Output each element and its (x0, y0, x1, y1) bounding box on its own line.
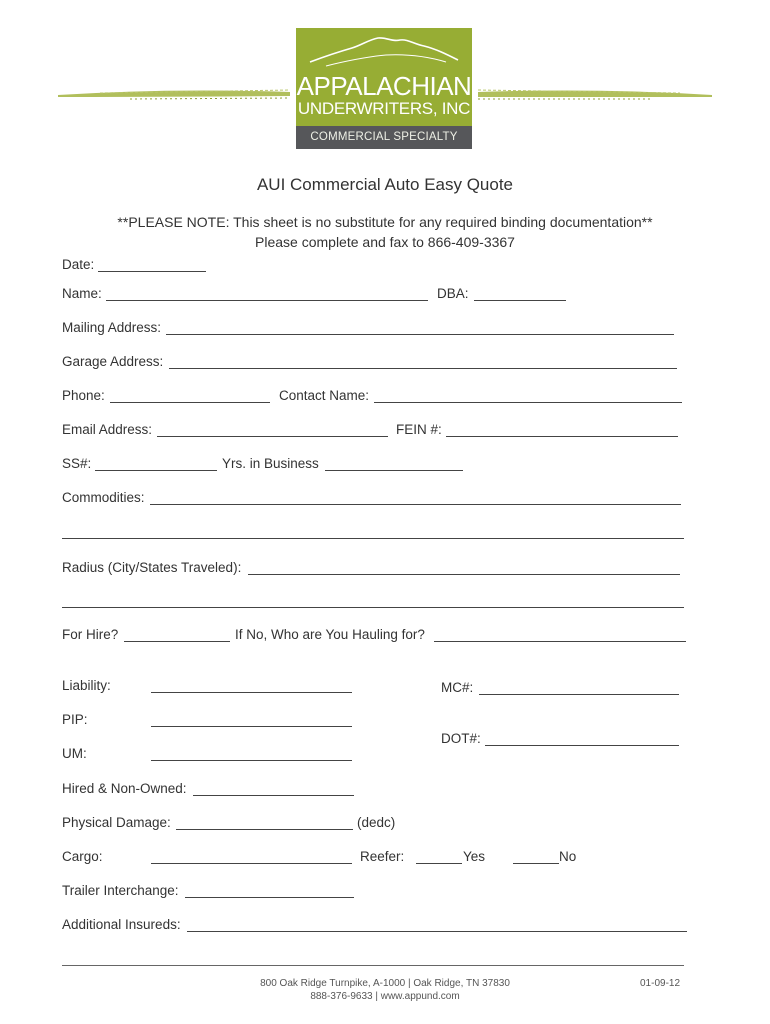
years-in-business-field[interactable] (325, 470, 463, 471)
for-hire-field[interactable] (124, 641, 230, 642)
trailer-interchange-field[interactable] (185, 897, 354, 898)
garage-address-label: Garage Address: (62, 354, 164, 369)
contact-name-label: Contact Name: (279, 388, 370, 403)
hauling-for-label: If No, Who are You Hauling for? (235, 627, 425, 642)
hired-non-owned-field[interactable] (193, 795, 354, 796)
pip-field[interactable] (151, 726, 352, 727)
logo-name-line2: UNDERWRITERS, INC (297, 99, 471, 118)
form-title: AUI Commercial Auto Easy Quote (256, 175, 514, 194)
commodities-label: Commodities: (62, 490, 145, 505)
physical-damage-field[interactable] (176, 829, 353, 830)
mailing-address-label: Mailing Address: (62, 320, 162, 335)
commodities-field-line-2[interactable] (62, 538, 684, 539)
name-label: Name: (62, 286, 102, 301)
dot-field[interactable] (485, 745, 679, 746)
hired-non-owned-label: Hired & Non-Owned: (62, 781, 187, 796)
dba-field[interactable] (474, 300, 566, 301)
mc-field[interactable] (479, 694, 679, 695)
fein-label: FEIN #: (396, 422, 442, 437)
commodities-field[interactable] (150, 504, 681, 505)
mountain-icon (296, 28, 472, 73)
hauling-for-field[interactable] (434, 641, 686, 642)
radius-label: Radius (City/States Traveled): (62, 560, 242, 575)
additional-insureds-label: Additional Insureds: (62, 917, 181, 932)
reefer-no-field[interactable] (513, 863, 559, 864)
years-in-business-label: Yrs. in Business (222, 456, 319, 471)
footer-contact: 888-376-9633 | www.appund.com (310, 991, 460, 1002)
reefer-label: Reefer: (360, 849, 405, 864)
radius-field-line-2[interactable] (62, 607, 684, 608)
dba-label: DBA: (437, 286, 469, 301)
um-field[interactable] (151, 760, 352, 761)
date-label: Date: (62, 257, 95, 272)
reefer-yes-field[interactable] (416, 863, 462, 864)
ss-field[interactable] (95, 470, 217, 471)
physical-damage-label: Physical Damage: (62, 815, 171, 830)
mc-label: MC#: (441, 680, 474, 695)
footer-divider (62, 965, 684, 966)
fein-field[interactable] (446, 436, 678, 437)
um-label: UM: (62, 746, 87, 761)
phone-field[interactable] (110, 402, 270, 403)
phone-label: Phone: (62, 388, 105, 403)
logo-tagline: COMMERCIAL SPECIALTY (296, 126, 472, 149)
contact-name-field[interactable] (374, 402, 682, 403)
trailer-interchange-label: Trailer Interchange: (62, 883, 179, 898)
notice-line-2: Please complete and fax to 866-409-3367 (255, 234, 515, 250)
pip-label: PIP: (62, 712, 88, 727)
additional-insureds-field[interactable] (187, 931, 687, 932)
deductible-label: (dedc) (357, 815, 396, 830)
radius-field[interactable] (248, 574, 680, 575)
dot-label: DOT#: (441, 731, 481, 746)
footer-address: 800 Oak Ridge Turnpike, A-1000 | Oak Ridge, TN 37830 (260, 978, 510, 989)
liability-label: Liability: (62, 678, 111, 693)
email-label: Email Address: (62, 422, 153, 437)
mailing-address-field[interactable] (166, 334, 674, 335)
for-hire-label: For Hire? (62, 627, 119, 642)
cargo-field[interactable] (151, 863, 352, 864)
liability-field[interactable] (151, 692, 352, 693)
form-revision-date: 01-09-12 (640, 978, 681, 989)
company-logo (296, 28, 472, 149)
ss-label: SS#: (62, 456, 92, 471)
notice-line-1: **PLEASE NOTE: This sheet is no substitute for any required binding documentation** (117, 214, 653, 230)
right-swoosh-graphic (478, 90, 712, 99)
logo-green-panel (296, 28, 472, 126)
email-field[interactable] (157, 436, 388, 437)
cargo-label: Cargo: (62, 849, 103, 864)
name-field[interactable] (106, 300, 428, 301)
reefer-yes-label: Yes (463, 849, 486, 864)
garage-address-field[interactable] (169, 368, 677, 369)
left-swoosh-graphic (58, 90, 290, 99)
date-field[interactable] (98, 271, 206, 272)
logo-name-line1: APPALACHIAN (296, 71, 472, 101)
reefer-no-label: No (559, 849, 577, 864)
